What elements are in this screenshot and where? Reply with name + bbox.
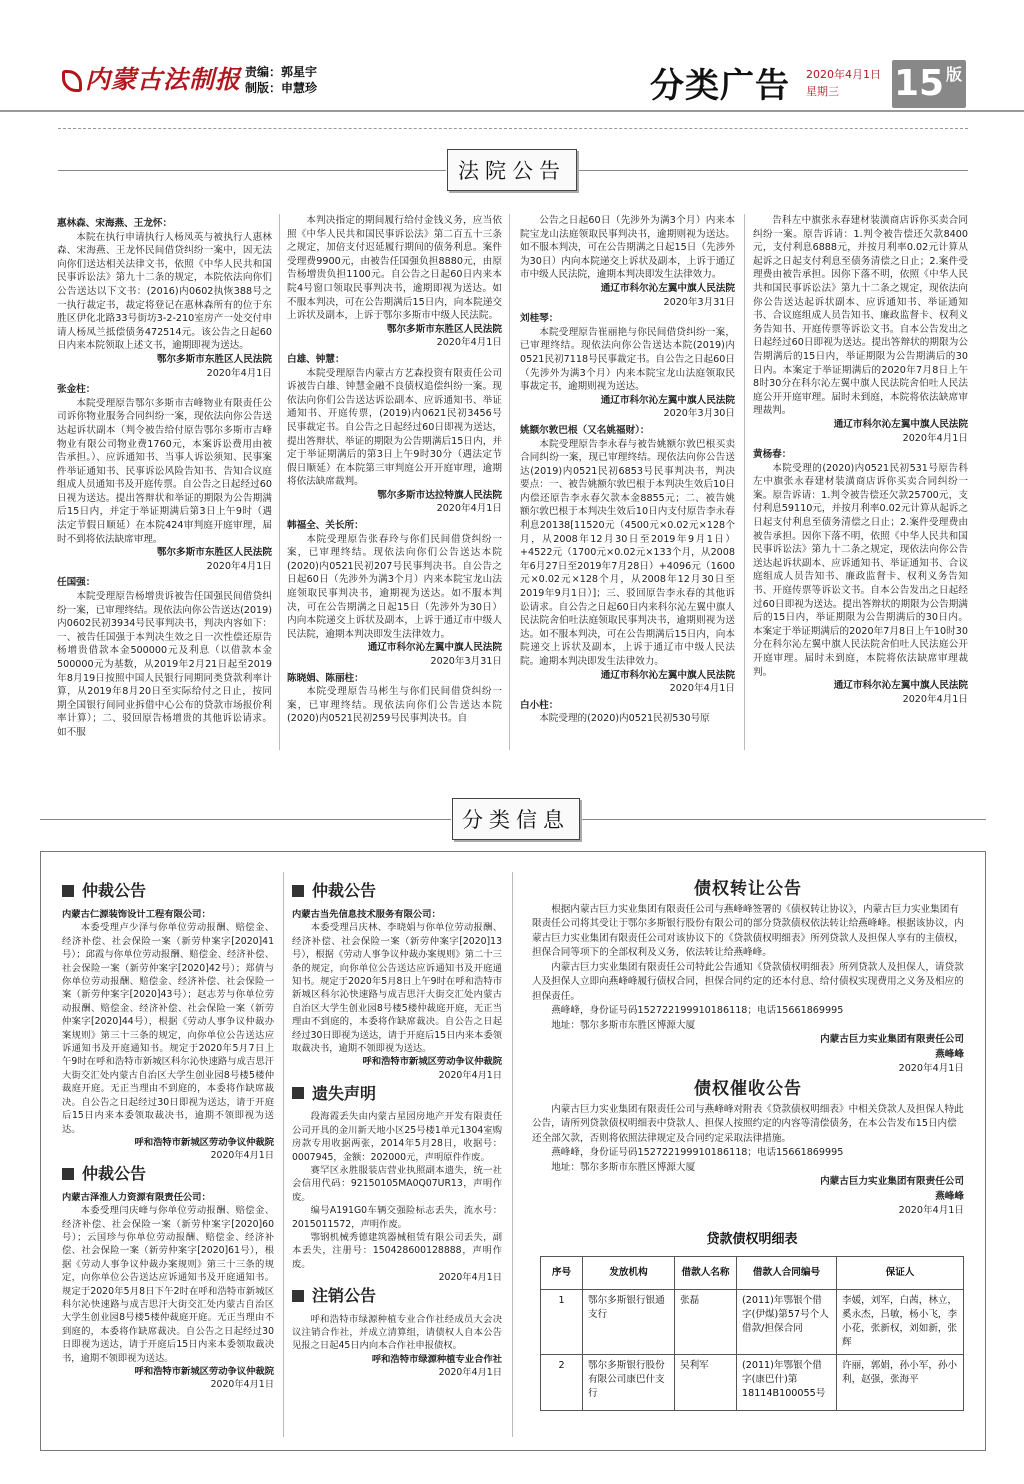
issuer-signature: 通辽市科尔沁左翼中旗人民法院 <box>600 394 735 406</box>
addressee: 内蒙古仁源装饰设计工程有限公司： <box>62 909 211 920</box>
court-column-2 <box>287 214 502 750</box>
issuer-signature: 鄂尔多斯市东胜区人民法院 <box>156 353 272 365</box>
heading-text: 遗失声明 <box>312 1083 377 1103</box>
square-bullet-icon <box>62 885 74 897</box>
debt-collection-notice: 债权催收公告 内蒙古巨力实业集团有限责任公司与燕峰峰对附表《贷款债权明细表》中相关贷款人及担保人特此公告，请所列贷款债权明细表中贷款人、担保人按照约定的内容等清偿债务，在本公告发布15日内偿还全部欠款，否则将依照法律规定及合同约定采取法律措施。 燕峰峰，身份证号码152722199910186118；电话15661869995 地址：鄂尔多斯市东胜区博源大厦 内蒙古巨力实业集团有限责任公司 燕峰峰 2020年4月1日 <box>532 1076 964 1219</box>
notice-date: 2020年4月1日 <box>902 693 968 705</box>
notice-body: 本委受理闫庆峰与你单位劳动报酬、赔偿金、经济补偿、社会保险一案（新劳仲案字[2020]60号）；云国珍与你单位劳动报酬、赔偿金、经济补偿、社会保险一案（新劳仲案字[2020]61号），根据《劳动人事争议仲裁办案规则》第三十三条的规定，向你单位公告送达应诉通知书及开庭通知书。规定于2020年5月8日下午2时在呼和浩特市新城区科尔沁快速路与成吉思汗大街交汇处内蒙古自治区大学生创业园8号楼5楼仲裁庭开庭。无正当理由不到庭的，本委将作缺席裁决。自公告之日起经过30日即视为送达，请于开庭后15日内来本委领取裁决书，逾期不领即视为送达。 <box>62 1205 274 1364</box>
header-rule-right <box>578 170 968 171</box>
addressee: 陈晓娟、陈丽柱： <box>287 672 364 684</box>
debt-collection-title: 债权催收公告 <box>694 1079 802 1099</box>
debt-transfer-title: 债权转让公告 <box>694 879 802 899</box>
editor-credits <box>245 64 317 96</box>
notice-date: 2020年4月1日 <box>210 1379 274 1391</box>
square-bullet-icon <box>62 1168 74 1180</box>
producer-label: 制版：申慧珍 <box>245 81 318 95</box>
issuer-signature: 通辽市科尔沁左翼中旗人民法院 <box>600 282 735 294</box>
col-header: 保证人 <box>837 1257 964 1290</box>
addressee: 姚额尔敦巴根（又名姚福财）： <box>520 424 650 436</box>
notice-heading <box>292 1082 502 1104</box>
notice-body: 本委受理吕庆林、李晓娟与你单位劳动报酬、经济补偿、社会保险一案（新劳仲案字[2020]13号），根据《劳动人事争议仲裁办案规则》第二十三条的规定，向你单位公告送达应诉通知书及开庭通知书。规定于2020年5月8日上午9时在呼和浩特市新城区科尔沁快速路与成吉思汗大街交汇处内蒙古自治区大学生创业园8号楼5楼仲裁庭开庭，无正当理由不到庭的，本委将作缺席裁决。自公告之日起经过30日即视为送达，请于开庭后15日内来本委领取裁决书，逾期不领即视为送达。 <box>292 922 502 1055</box>
notice-body: 本院受理原告内蒙古方艺森投资有限责任公司诉被告白雄、钟慧金融不良债权追偿纠纷一案。现依法向你们公告送达诉讼副本、应诉通知书、举证通知书、开庭传票，(2019)内0621民初3456号民事裁定书。自公告之日起经过60日即视为送达，提出答辩状、举证的期限为公告期满后15日内，并定于举证期满后的第3日上午9时30分（遇法定节假日顺延）在本院第三审判庭公开开庭审理，逾期将依法缺席裁判。 <box>287 367 502 488</box>
col-header: 发放机构 <box>583 1257 675 1290</box>
addressee: 白雄、钟慧： <box>287 353 345 365</box>
notice-date: 2020年4月1日 <box>898 1063 964 1074</box>
column-divider <box>279 214 280 750</box>
column-divider <box>512 872 513 1437</box>
classified-column-1 <box>62 880 274 1435</box>
notice-body: 本院受理的(2020)内0521民初530号原 <box>539 713 710 725</box>
table-row: 1 鄂尔多斯银行银通支行 张磊 (2011)年鄂银个借字(伊煤)第57号个人借款/担保合同 李媛，刘军，白茜，林立，奚永杰，吕敏，杨小飞，李小花，张新权，刘如新，张辉 <box>541 1290 964 1355</box>
notice-body: 呼和浩特市绿源种植专业合作社经成员大会决议注销合作社，并成立清算组，请债权人自本公告见报之日起45日内向本合作社申报债权。 <box>292 1313 502 1352</box>
court-column-4 <box>753 214 968 750</box>
issuer-signature: 鄂尔多斯市东胜区人民法院 <box>386 323 502 335</box>
notice-heading <box>62 880 274 902</box>
column-divider <box>744 214 745 750</box>
issuer-signature: 通辽市科尔沁左翼中旗人民法院 <box>600 669 735 681</box>
issuer-signature: 通辽市科尔沁左翼中旗人民法院 <box>833 418 968 430</box>
notice-body: 本院在执行申请执行人杨凤英与被执行人惠林森、宋海燕、王龙怀民间借贷纠纷一案中，因无法向你们送达相关法律文书，依照《中华人民共和国民事诉讼法》第九十二条的规定，本院依法向你们公告送达以下文书：(2016)内0602执恢388号之一执行裁定书，裁定将登记在惠林森所有的位于东胜区伊化北路33号街坊3-2-210室房产一处交付申请人杨凤兰抵偿债务472514元。该公告之日起60日内来本院领取上述文书，逾期即视为送达。 <box>57 231 272 352</box>
page-suffix: 版 <box>945 65 962 84</box>
issue-date: 2020年4月1日 <box>806 68 881 81</box>
notice-body: 本院受理的(2020)内0521民初531号原告科左中旗张永春建材装潢商店诉你买卖合同纠纷一案。原告诉请：1.判令被告偿还欠款25700元，支付利息59110元，并按月利率0.02元计算从起诉之日起支付利息至债务清偿之日止；2.案件受理费由被告承担。因你下落不明，依照《中华人民共和国民事诉讼法》第九十二条之规定，现依法向你公告送达起诉状副本、应诉通知书、举证通知书、合议庭组成人员告知书、廉政监督卡、权利义务告知书、开庭传票等诉讼文书。自本公告发出之日起经过60日即视为送达。提出答辩状的期限为公告期满后的15日内，举证期限为公告期满后的30日内。本案定于举证期满后的2020年7月8日上午10时30分在科尔沁左翼中旗人民法院舍伯吐人民法庭公开开庭审理。届时未到庭，本院将依法缺席审理裁判。 <box>753 462 968 678</box>
notice-date: 2020年4月1日 <box>436 503 502 515</box>
notice-date: 2020年4月1日 <box>206 367 272 379</box>
loan-table-title: 贷款债权明细表 <box>706 1232 798 1247</box>
court-column-1 <box>57 214 272 750</box>
notice-date: 2020年4月1日 <box>438 1272 502 1284</box>
notice-body: 本院受理原告马彬生与你们民间借贷纠纷一案，已审理终结。现依法向你们公告送达本院(2020)内0521民初259号民事判决书。自 <box>287 686 502 725</box>
addressee: 韩福全、关长所： <box>287 520 364 532</box>
notice-heading <box>292 1285 502 1307</box>
notice-date: 2020年4月1日 <box>902 432 968 444</box>
addressee: 惠林森、宋海燕、王龙怀： <box>57 218 173 229</box>
notice-heading <box>292 880 502 902</box>
notice-date: 2020年4月1日 <box>898 1205 964 1216</box>
issue-weekday: 星期三 <box>806 85 839 98</box>
square-bullet-icon <box>292 1290 304 1302</box>
logo-mark-icon <box>62 70 82 92</box>
addressee: 内蒙古当先信息技术服务有限公司： <box>292 909 441 920</box>
dashed-divider <box>58 128 968 129</box>
column-divider <box>509 214 510 750</box>
notice-date: 2020年4月1日 <box>438 1367 502 1379</box>
col-header: 借款人名称 <box>675 1257 737 1290</box>
issuer-signature: 鄂尔多斯市达拉特旗人民法院 <box>377 489 502 501</box>
addressee: 白小柱： <box>520 699 559 711</box>
issuer-signature: 呼和浩特市新城区劳动争议仲裁院 <box>134 1366 274 1377</box>
notice-body: 编号A191G0车辆交强险标志丢失，流水号：2015011572，声明作废。 <box>292 1205 502 1230</box>
masthead-rule <box>0 110 1024 112</box>
header-rule-right <box>582 819 986 820</box>
notice-body: 赛罕区永胜服装店营业执照副本遗失，统一社会信用代码：92150105MA0Q07UR13，声明作废。 <box>292 1164 502 1203</box>
column-divider <box>283 872 284 1437</box>
addressee: 内蒙古泽淮人力资源有限责任公司： <box>62 1191 211 1203</box>
notice-date: 2020年3月31日 <box>430 656 502 667</box>
notice-body: 本院受理原告李永春与被告姚额尔敦巴根买卖合同纠纷一案，现已审理终结。现依法向你公告送达(2019)内0521民初6853号民事判决书，判决要点：一、被告姚额尔敦巴根于本判决生效后10日内偿还原告李永春欠款本金8855元；二、被告姚额尔敦巴根于本判决生效后10日内支付原告李永春利息20138[11520元（4500元×0.02元×128个月，从2008年12月30日至2019年9月1日）+4522元（1700元×0.02元×133个月，从2008年6月27日至2019年7月28日）+4096元（1600元×0.02元×128个月，从2008年12月30日至2019年9月1日）]；三、驳回原告李永春的其他诉讼请求。自公告之日起60日内来科尔沁左翼中旗人民法院舍伯吐法庭领取民事判决书，逾期则视为送达。如不服本判决，可在公告期满后15日内，向本院递交上诉状及副本，上诉于通辽市中级人民法院。逾期本判决即发生法律效力。 <box>520 438 735 667</box>
issuer-signature: 鄂尔多斯市东胜区人民法院 <box>156 547 272 559</box>
court-notice-header: 法院公告 <box>447 149 577 191</box>
notice-body: 告科左中旗张永春建材装潢商店诉你买卖合同纠纷一案。原告诉请：1.判令被告偿还欠款8400元，支付利息6888元，并按月利率0.02元计算从起诉之日起支付利息至债务清偿之日止；2.案件受理费由被告承担。因你下落不明，依照《中华人民共和国民事诉讼法》第九十二条之规定，现依法向你公告送达起诉状副本、应诉通知书、举证通知书、合议庭组成人员告知书、廉政监督卡、权利义务告知书、开庭传票等诉讼文书。自本公告发出之日起经过60日即视为送达。提出答辩状的期限为公告期满后的15日内，举证期限为公告期满后的30日内。本案定于举证期满后的2020年7月8日上午8时30分在科尔沁左翼中旗人民法院舍伯吐人民法庭公开开庭审理。届时未到庭，本院将依法缺席审理裁判。 <box>753 215 968 417</box>
issuer-signature: 呼和浩特市绿源种植专业合作社 <box>371 1353 502 1365</box>
debt-transfer-notice: 债权转让公告 根据内蒙古巨力实业集团有限责任公司与燕峰峰签署的《债权转让协议》，内蒙古巨力实业集团有限责任公司将其受让于鄂尔多斯银行股份有限公司的部分贷款债权依法转让给燕峰峰。根据该协议，内蒙古巨力实业集团有限责任公司对该协议下的《贷款债权明细表》所列贷款人及担保人享有的主债权，担保合同等项下的全部权利及义务，依法转让给燕峰峰。 内蒙古巨力实业集团有限责任公司特此公告通知《贷款债权明细表》所列贷款人及担保人，请贷款人及担保人立即向燕峰峰履行债权合同，担保合同约定的还本付息、给付债权实现费用之义务及相应的担保责任。 燕峰峰，身份证号码152722199910186118；电话15661869995 地址：鄂尔多斯市东胜区博源大厦 内蒙古巨力实业集团有限责任公司 燕峰峰 2020年4月1日 <box>532 876 964 1077</box>
col-header: 序号 <box>541 1257 583 1290</box>
heading-text: 仲裁公告 <box>82 881 147 901</box>
signature: 内蒙古巨力实业集团有限责任公司 <box>820 1176 964 1187</box>
signature: 燕峰峰 <box>935 1190 964 1202</box>
loan-table-block <box>540 1228 964 1411</box>
editor-label: 责编：郭星宇 <box>245 65 318 79</box>
issuer-signature: 呼和浩特市新城区劳动争议仲裁院 <box>134 1136 274 1148</box>
addressee: 刘桂琴： <box>520 313 559 325</box>
signature: 内蒙古巨力实业集团有限责任公司 <box>820 1034 964 1045</box>
notice-date: 2020年4月1日 <box>206 560 272 572</box>
header-rule-left <box>58 170 446 171</box>
notice-date: 2020年3月30日 <box>663 408 735 420</box>
notice-date: 2020年4月1日 <box>669 683 735 695</box>
notice-date: 2020年4月1日 <box>436 337 502 349</box>
table-row: 2 鄂尔多斯银行股份有限公司康巴什支行 吴利军 (2011)年鄂银个借字(康巴什)第18114B100055号 许丽，郭娟，孙小军，孙小利，赵强，张海平 <box>541 1355 964 1411</box>
page-number: 15 <box>894 63 945 104</box>
classified-column-2 <box>292 880 502 1435</box>
court-column-3 <box>520 214 735 750</box>
loan-table <box>540 1256 964 1411</box>
col-header: 借款人合同编号 <box>737 1257 837 1290</box>
addressee: 张金柱： <box>57 384 96 396</box>
issuer-signature: 通辽市科尔沁左翼中旗人民法院 <box>367 642 502 654</box>
square-bullet-icon <box>292 1087 304 1099</box>
signature: 燕峰峰 <box>935 1048 964 1060</box>
page-number-box <box>892 60 966 108</box>
notice-body: 本委受理卢少泽与你单位劳动报酬、赔偿金、经济补偿、社会保险一案（新劳仲案字[2020]41号）；邱霞与你单位劳动报酬、赔偿金、经济补偿、社会保险一案（新劳仲案字[2020]42号）；郑倩与你单位劳动报酬、赔偿金、经济补偿、社会保险一案（新劳仲案字[2020]43号）；赵志芳与你单位劳动报酬、赔偿金、经济补偿、社会保险一案（新劳仲案字[2020]44号），根据《劳动人事争议仲裁办案规则》第三十三条的规定，向你单位公告送达应诉通知书及开庭通知书。规定于2020年5月7日上午9时在呼和浩特市新城区科尔沁快速路与成吉思汗大街交汇处内蒙古自治区大学生创业园8号楼5楼仲裁庭开庭。无正当理由不到庭的，本委将作缺席裁决。自公告之日起经过30日即视为送达，请于开庭后15日内来本委领取裁决书，逾期不领即视为送达。 <box>62 922 274 1135</box>
issue-date-box <box>806 66 890 104</box>
notice-heading <box>62 1163 274 1185</box>
newspaper-logo: 内蒙古法制报 <box>62 62 242 98</box>
notice-body: 本院受理原告杨增贵诉被告任国强民间借贷纠纷一案，已审理终结。现依法向你公告送达(2019)内0602民初3934号民事判决书，判决内容如下：一、被告任国强于本判决生效之日一次性偿还原告杨增贵借款本金500000元及利息（以借款本金500000元为基数，从2019年2月21日起至2019年8月19日按照中国人民银行同期同类贷款利率计算，从2019年8月20日至实际给付之日止，按同期全国银行间同业拆借中心公布的贷款市场报价利率计算）；二、驳回原告杨增贵的其他诉讼请求。如不服 <box>57 591 272 738</box>
heading-text: 仲裁公告 <box>82 1164 147 1184</box>
notice-body: 本院受理原告张春玲与你们民间借贷纠纷一案，已审理终结。现依法向你们公告送达本院(2020)内0521民初207号民事判决书。自公告之日起60日（先涉外为满3个月）内来本院宝龙山法庭领取民事判决书，逾期视为送达。如不服本判决，可在公告期满之日起15日（先涉外为30日）内向本院递交上诉状及副本，上诉于通辽市中级人民法院，逾期本判决即发生法律效力。 <box>287 533 502 640</box>
notice-body: 公告之日起60日（先涉外为满3个月）内来本院宝龙山法庭领取民事判决书，逾期则视为送达。如不服本判决，可在公告期满之日起15日（先涉外为30日）内向本院递交上诉状及副本，上诉于通辽市中级人民法院，逾期本判决即发生法律效力。 <box>520 215 735 281</box>
header-rule-left <box>40 819 451 820</box>
notice-date: 2020年4月1日 <box>438 1069 502 1081</box>
heading-text: 注销公告 <box>312 1285 377 1305</box>
addressee: 任国强： <box>57 577 96 589</box>
classified-header: 分类信息 <box>452 798 580 840</box>
notice-body: 段海霞丢失由内蒙古星园房地产开发有限责任公司开具的金川新天地小区25号楼1单元1304室购房款专用收据两张，2014年5月28日，收据号：0007945，金额：202000元，声明原件作废。 <box>292 1111 502 1163</box>
issuer-signature: 通辽市科尔沁左翼中旗人民法院 <box>833 680 968 692</box>
notice-body: 本院受理原告崔丽艳与你民间借贷纠纷一案，已审理终结。现依法向你公告送达本院(2019)内0521民初7118号民事裁定书。自公告之日起60日（先涉外为满3个月）内来本院宝龙山法庭领取民事裁定书，逾期则视为送达。 <box>520 326 735 393</box>
notice-date: 2020年4月1日 <box>210 1150 274 1162</box>
section-title: 分类广告 <box>650 66 790 106</box>
notice-date: 2020年3月31日 <box>663 296 735 308</box>
addressee: 黄杨春： <box>753 449 792 461</box>
notice-body: 本判决指定的期间履行给付金钱义务，应当依照《中华人民共和国民事诉讼法》第二百五十三条之规定，加倍支付迟延履行期间的债务利息。案件受理费9900元，由被告任国强负担8880元，由原告杨增贵负担1100元。自公告之日起60日内来本院4号窗口领取民事判决书，逾期即视为送达。如不服本判决，可在公告期满后15日内，向本院递交上诉状及副本，上诉于鄂尔多斯市中级人民法院。 <box>287 215 502 322</box>
square-bullet-icon <box>292 885 304 897</box>
heading-text: 仲裁公告 <box>312 881 377 901</box>
notice-body: 鄂钢机械秀德建筑器械租赁有限公司丢失，副本丢失，注册号：150428600128888，声明作废。 <box>292 1231 502 1270</box>
notice-body: 本院受理原告鄂尔多斯市吉峰物业有限责任公司诉你物业服务合同纠纷一案，现依法向你公告送达起诉状副本（判令被告给付原告鄂尔多斯市吉峰物业有限公司物业费1760元，本案诉讼费用由被告承担。）、应诉通知书、当事人诉讼须知、民事案件举证通知书、民事诉讼风险告知书、告知合议庭组成人员通知书及开庭传票。自公告之日起经过60日视为送达。提出答辩状和举证的期限为公告期满后15日内，并定于举证期满后第3日上午9时（遇法定节假日顺延）在本院424审判庭开庭审理，届时不到将依法缺席审理。 <box>57 397 272 545</box>
issuer-signature: 呼和浩特市新城区劳动争议仲裁院 <box>362 1056 502 1068</box>
